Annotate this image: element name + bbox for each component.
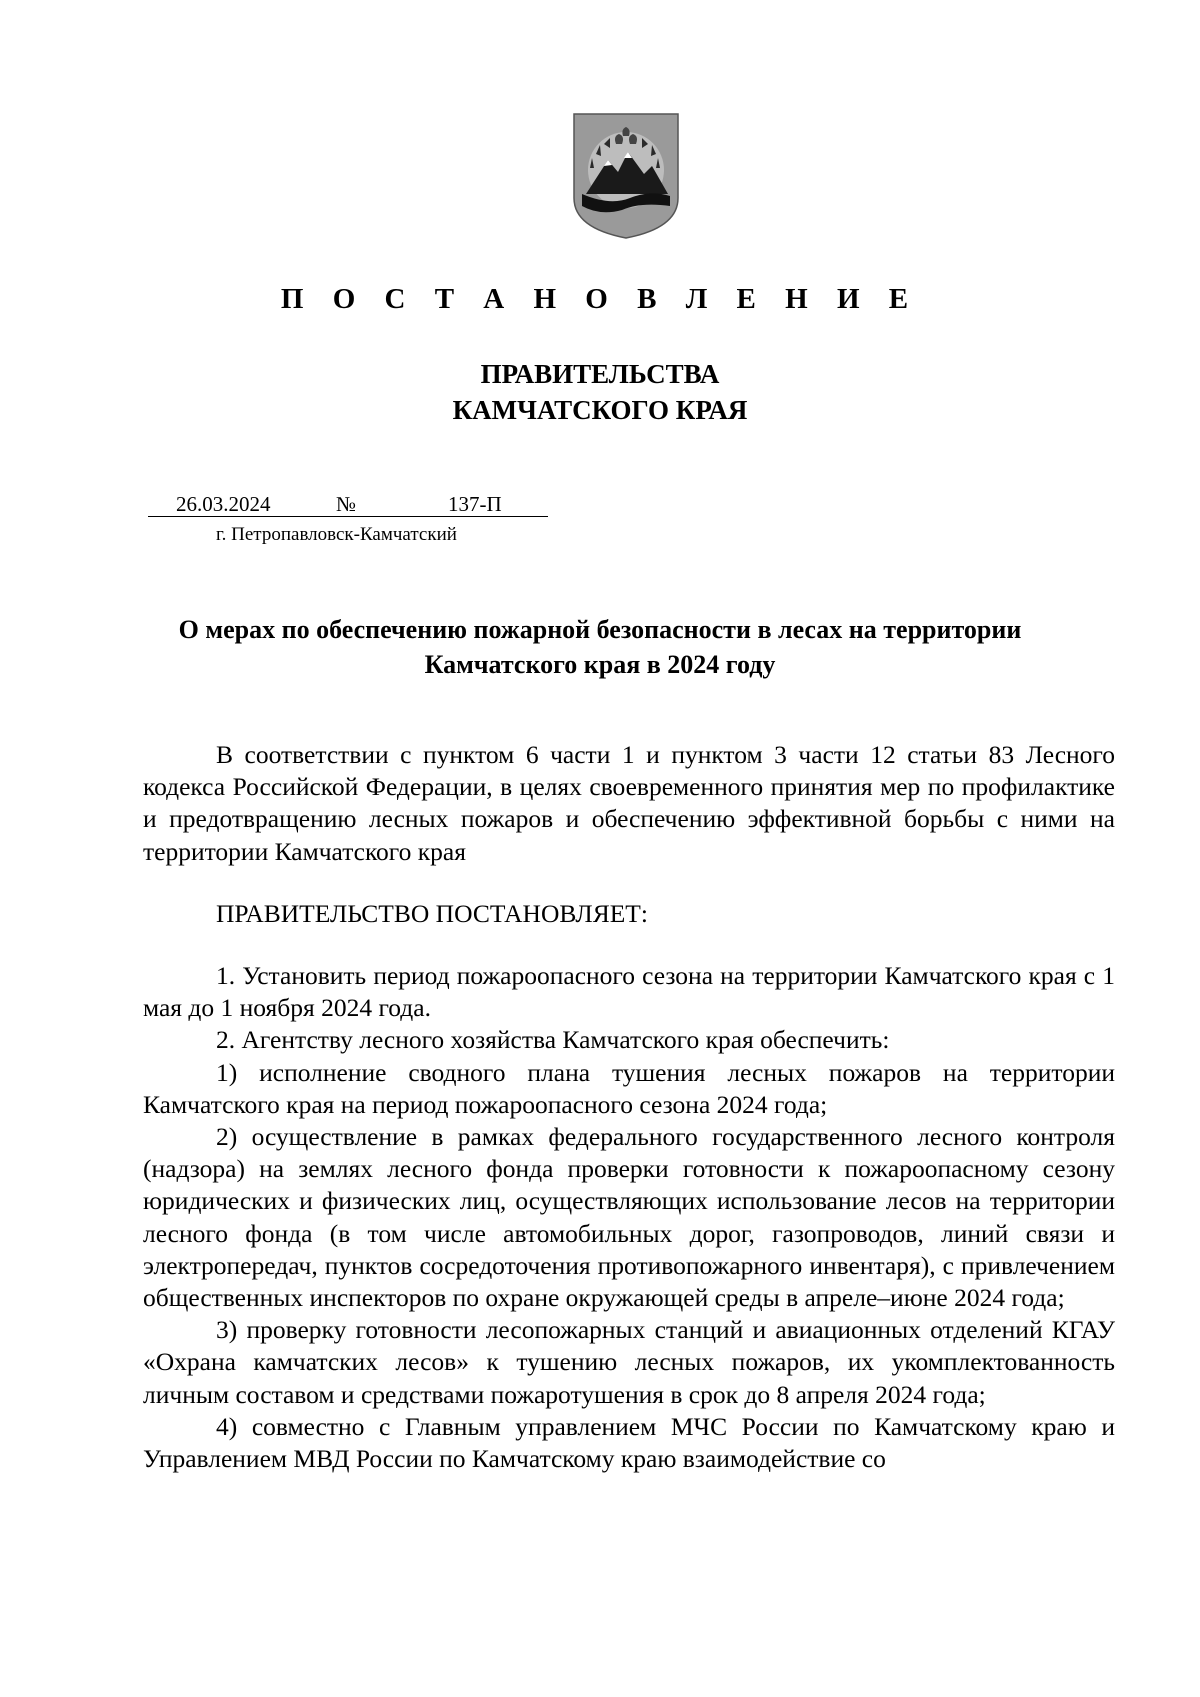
subclause-1: 1) исполнение сводного плана тушения лесных пожаров на территории Камчатского края на период пожароопасного сезона 2024 года; <box>143 1057 1115 1119</box>
clause-2: 2. Агентству лесного хозяйства Камчатского края обеспечить: <box>216 1025 890 1055</box>
document-number: 137-П <box>448 492 502 516</box>
number-sign: № <box>336 492 357 516</box>
title-line-2: Камчатского края в 2024 году <box>424 650 776 679</box>
registration-underline <box>148 516 548 517</box>
document-title <box>130 612 1070 682</box>
document-body <box>143 739 1115 1475</box>
subclause-2: 2) осуществление в рамках федерального государственного лесного контроля (надзора) на землях лесного фонда проверки готовности к пожароопасному сезону юридических и физических лиц, осуществляющих использование лесов на территории лесного фонда (в том числе автомобильных дорог, газопроводов, линий связи и электропередач, пунктов сосредоточения противопожарного инвентаря), с привлечением общественных инспекторов по охране окружающей среды в апреле–июне 2024 года; <box>143 1122 1115 1313</box>
decree-heading: ПРАВИТЕЛЬСТВО ПОСТАНОВЛЯЕТ: <box>216 898 648 928</box>
clause-1: 1. Установить период пожароопасного сезона на территории Камчатского края с 1 мая до 1 ноября 2024 года. <box>143 961 1115 1023</box>
document-type: П О С Т А Н О В Л Е Н И Е <box>280 283 920 315</box>
registration-line <box>148 489 548 519</box>
kamchatka-coat-of-arms-icon <box>570 110 682 240</box>
city: г. Петропавловск-Камчатский <box>216 524 457 545</box>
issuer <box>0 356 1200 428</box>
subclause-3: 3) проверку готовности лесопожарных станций и авиационных отделений КГАУ «Охрана камчатских лесов» к тушению лесных пожаров, их укомплектованность личным составом и средствами пожаротушения в срок до 8 апреля 2024 года; <box>143 1315 1115 1409</box>
subclause-4: 4) совместно с Главным управлением МЧС России по Камчатскому краю и Управлением МВД России по Камчатскому краю взаимодействие со <box>143 1411 1115 1474</box>
issuer-line-2: КАМЧАТСКОГО КРАЯ <box>452 395 748 425</box>
issuer-line-1: ПРАВИТЕЛЬСТВА <box>480 359 720 389</box>
title-line-1: О мерах по обеспечению пожарной безопасности в лесах на территории <box>178 615 1022 644</box>
preamble-paragraph: В соответствии с пунктом 6 части 1 и пунктом 3 части 12 статьи 83 Лесного кодекса Российской Федерации, в целях своевременного принятия мер по профилактике и предотвращению лесных пожаров и обеспечению эффективной борьбы с ними на территории Камчатского края <box>143 740 1115 866</box>
document-date: 26.03.2024 <box>176 492 271 516</box>
